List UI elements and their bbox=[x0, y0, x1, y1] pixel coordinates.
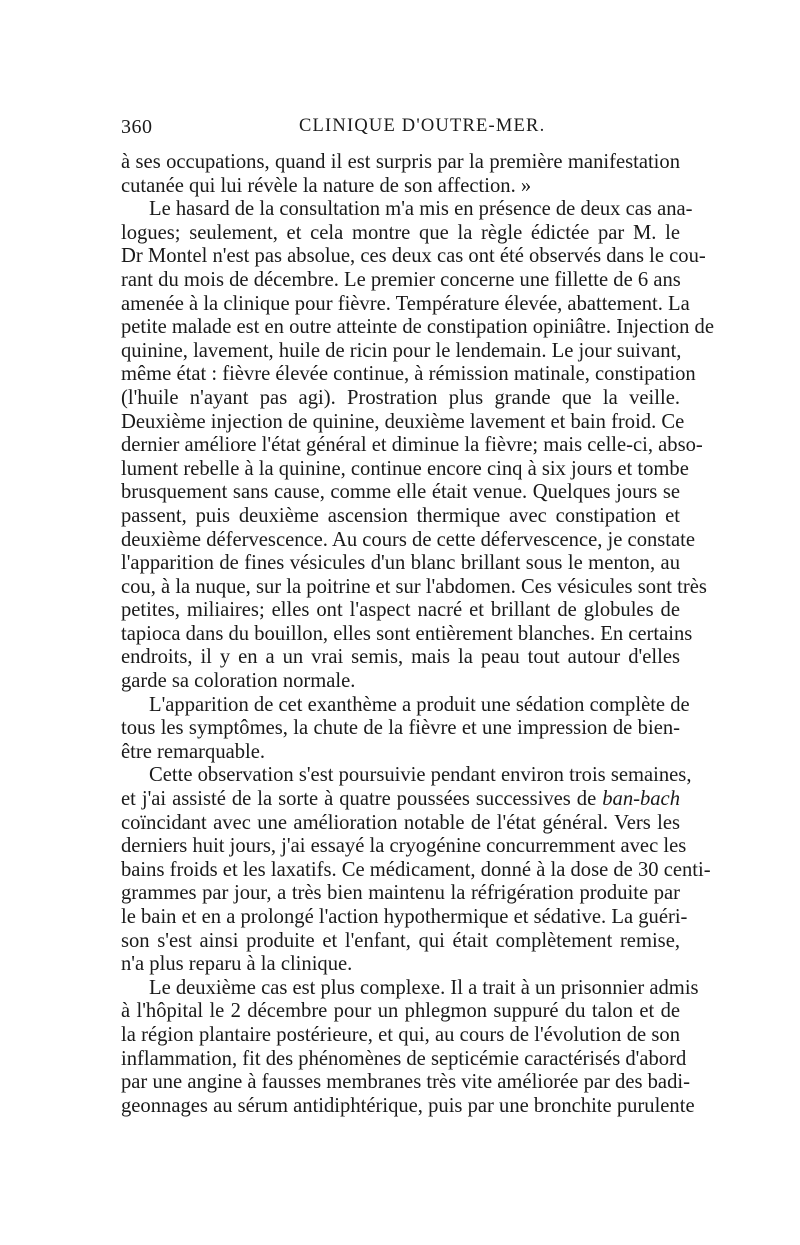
text-line: passent, puis deuxième ascension thermique avec constipation et bbox=[121, 504, 680, 527]
text-line: être remarquable. bbox=[121, 740, 266, 763]
text-line: geonnages au sérum antidiphtérique, puis par une bronchite purulente bbox=[121, 1094, 695, 1117]
text-line: le bain et en a prolongé l'action hypothermique et sédative. La guéri- bbox=[121, 906, 688, 928]
text-line: cutanée qui lui révèle la nature de son affection. » bbox=[121, 174, 532, 197]
text-line: brusquement sans cause, comme elle était venue. Quelques jours se bbox=[121, 481, 680, 504]
text-line: Deuxième injection de quinine, deuxième lavement et bain froid. Ce bbox=[121, 410, 685, 433]
text-line: tous les symptômes, la chute de la fièvre et une impression de bien- bbox=[121, 717, 680, 740]
text-line: Dr Montel n'est pas absolue, ces deux cas ont été observés dans le cou- bbox=[121, 245, 706, 268]
text-line: à ses occupations, quand il est surpris par la première manifestation bbox=[121, 151, 680, 173]
text-line: logues; seulement, et cela montre que la règle édictée par M. le bbox=[121, 221, 680, 244]
body-text bbox=[121, 151, 714, 1118]
text-line: Le hasard de la consultation m'a mis en présence de deux cas ana- bbox=[149, 198, 693, 221]
text-line: cou, à la nuque, sur la poitrine et sur l'abdomen. Ces vésicules sont très bbox=[121, 575, 707, 598]
running-head bbox=[121, 116, 680, 142]
running-title: CLINIQUE D'OUTRE-MER. bbox=[299, 116, 546, 136]
text-line: n'a plus reparu à la clinique. bbox=[121, 953, 353, 976]
text-line: même état : fièvre élevée continue, à rémission matinale, constipation bbox=[121, 363, 696, 386]
text-line: grammes par jour, a très bien maintenu la réfrigération produite par bbox=[121, 882, 680, 905]
text-line: inflammation, fit des phénomènes de septicémie caractérisés d'abord bbox=[121, 1047, 687, 1070]
text-line: amenée à la clinique pour fièvre. Température élevée, abattement. La bbox=[121, 292, 690, 315]
text-line: tapioca dans du bouillon, elles sont entièrement blanches. En certains bbox=[121, 622, 693, 645]
text-line: son s'est ainsi produite et l'enfant, qui était complètement remise, bbox=[121, 929, 680, 952]
text-line: Le deuxième cas est plus complexe. Il a trait à un prisonnier admis bbox=[149, 976, 699, 999]
text-line: à l'hôpital le 2 décembre pour un phlegmon suppuré du talon et de bbox=[121, 1000, 680, 1023]
text-line: petite malade est en outre atteinte de constipation opiniâtre. Injection de bbox=[121, 316, 714, 339]
text-line: par une angine à fausses membranes très vite améliorée par des badi- bbox=[121, 1071, 690, 1094]
text-line: la région plantaire postérieure, et qui, au cours de l'évolution de son bbox=[121, 1023, 680, 1046]
text-line: deuxième défervescence. Au cours de cette défervescence, je constate bbox=[121, 528, 696, 551]
text-line-with-italic bbox=[121, 788, 680, 812]
text-line: derniers huit jours, j'ai essayé la cryogénine concurremment avec les bbox=[121, 835, 687, 858]
text-segment: et j'ai assisté de la sorte à quatre poussées successives de bbox=[121, 788, 597, 811]
text-line: lument rebelle à la quinine, continue encore cinq à six jours et tombe bbox=[121, 457, 689, 480]
italic-term: ban-bach bbox=[602, 788, 680, 811]
text-line: petites, miliaires; elles ont l'aspect nacré et brillant de globules de bbox=[121, 599, 680, 622]
text-line: bains froids et les laxatifs. Ce médicament, donné à la dose de 30 centi- bbox=[121, 858, 711, 881]
text-line: endroits, il y en a un vrai semis, mais la peau tout autour d'elles bbox=[121, 646, 680, 669]
text-line: garde sa coloration normale. bbox=[121, 670, 356, 693]
text-line: coïncidant avec une amélioration notable de l'état général. Vers les bbox=[121, 811, 680, 834]
text-line: quinine, lavement, huile de ricin pour le lendemain. Le jour suivant, bbox=[121, 339, 682, 362]
text-line: Cette observation s'est poursuivie pendant environ trois semaines, bbox=[149, 764, 692, 787]
text-line: dernier améliore l'état général et diminue la fièvre; mais celle-ci, abso- bbox=[121, 434, 703, 457]
text-line: l'apparition de fines vésicules d'un blanc brillant sous le menton, au bbox=[121, 552, 680, 575]
text-line: rant du mois de décembre. Le premier concerne une fillette de 6 ans bbox=[121, 268, 681, 291]
text-line: (l'huile n'ayant pas agi). Prostration plus grande que la veille. bbox=[121, 386, 680, 409]
text-line: L'apparition de cet exanthème a produit une sédation complète de bbox=[149, 693, 690, 716]
page-number: 360 bbox=[121, 116, 153, 138]
